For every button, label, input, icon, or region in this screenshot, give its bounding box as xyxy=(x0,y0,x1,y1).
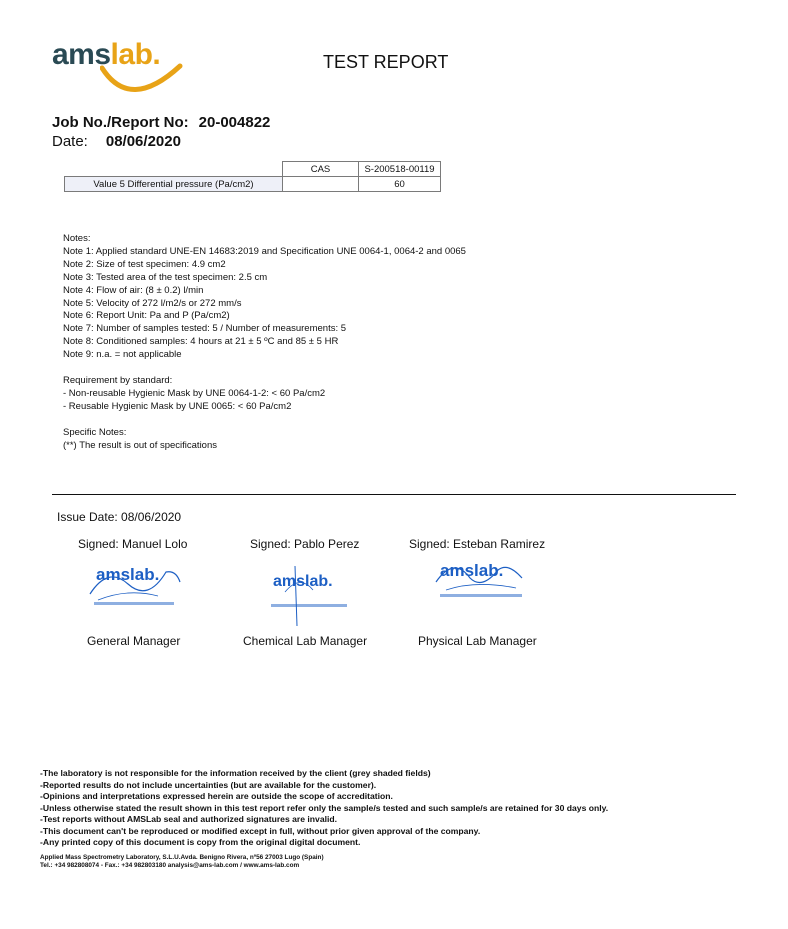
date-label: Date: xyxy=(52,133,88,150)
note-item: Note 6: Report Unit: Pa and P (Pa/cm2) xyxy=(63,310,230,322)
table-row xyxy=(65,177,441,192)
signed-manuel-lolo: Signed: Manuel Lolo xyxy=(78,537,188,551)
issue-date-label: Issue Date: xyxy=(57,510,118,524)
report-title: TEST REPORT xyxy=(323,52,449,72)
note-item: Note 3: Tested area of the test specimen: 2.5 cm xyxy=(63,271,268,283)
signature-stamp-icon xyxy=(88,560,184,614)
notes-section xyxy=(63,233,466,453)
requirement-item: - Non-reusable Hygienic Mask by UNE 0064-1-2: < 60 Pa/cm2 xyxy=(63,387,326,399)
disclaimer-item: -Opinions and interpretations expressed herein are outside the scope of accreditation. xyxy=(40,791,393,801)
footer-address: Applied Mass Spectrometry Laboratory, S.L.U.Avda. Benigno Rivera, nº56 27003 Lugo (Spain) xyxy=(40,854,324,861)
disclaimer-item: -This document can't be reproduced or modified except in full, without prior given approval of the company. xyxy=(40,825,481,836)
job-label: Job No./Report No: xyxy=(52,114,189,131)
signed-esteban-ramirez: Signed: Esteban Ramirez xyxy=(409,537,546,551)
note-item: Note 7: Number of samples tested: 5 / Number of measurements: 5 xyxy=(63,323,347,335)
svg-text:amslab.: amslab. xyxy=(96,565,160,584)
disclaimer-item: -Reported results do not include uncertainties (but are available for the customer). xyxy=(40,779,377,790)
notes-heading: Notes: xyxy=(63,233,91,244)
note-item: Note 2: Size of test specimen: 4.9 cm2 xyxy=(63,258,226,270)
signed-pablo-perez: Signed: Pablo Perez xyxy=(250,537,360,551)
signature-stamp-icon xyxy=(432,560,532,614)
requirement-heading: Requirement by standard: xyxy=(63,375,173,387)
requirement-item: - Reusable Hygienic Mask by UNE 0065: < 60 Pa/cm2 xyxy=(63,400,292,412)
table-header-method: CAS xyxy=(283,162,359,177)
table-header-row xyxy=(65,162,441,177)
role-chemical-lab-manager: Chemical Lab Manager xyxy=(243,634,368,648)
signature-stamp-icon xyxy=(265,560,355,628)
note-item: Note 9: n.a. = not applicable xyxy=(63,349,182,361)
section-divider xyxy=(52,494,736,495)
table-cell-value: 60 xyxy=(359,177,441,192)
table-header-blank xyxy=(65,162,283,177)
issue-date xyxy=(57,510,181,524)
table-cell-method xyxy=(283,177,359,192)
job-value: 20-004822 xyxy=(198,114,271,131)
report-date xyxy=(52,133,181,150)
note-item: Note 4: Flow of air: (8 ± 0.2) l/min xyxy=(63,284,204,296)
disclaimer-item: -Unless otherwise stated the result shown in this test report refer only the sample/s tested and such sample/s are retained for 30 days only. xyxy=(40,802,609,813)
disclaimer-item: -The laboratory is not responsible for the information received by the client (grey shaded fields) xyxy=(40,768,431,778)
table-header-sample: S-200518-00119 xyxy=(359,162,441,177)
date-value: 08/06/2020 xyxy=(105,133,181,150)
issue-date-value: 08/06/2020 xyxy=(121,510,182,524)
table-cell-parameter: Value 5 Differential pressure (Pa/cm2) xyxy=(65,177,283,192)
role-general-manager: General Manager xyxy=(87,634,181,648)
svg-text:amslab.: amslab. xyxy=(273,573,333,590)
results-table xyxy=(64,161,441,192)
disclaimer-item: -Test reports without AMSLab seal and authorized signatures are invalid. xyxy=(40,814,338,824)
logo-arc-icon xyxy=(100,60,185,102)
note-item: Note 1: Applied standard UNE-EN 14683:2019 and Specification UNE 0064-1, 0064-2 and 0065 xyxy=(63,245,466,257)
logo-text-main: ams xyxy=(52,38,111,71)
footer-contact: Tel.: +34 982808074 - Fax.: +34 982803180 analysis@ams-lab.com / www.ams-lab.com xyxy=(40,862,300,870)
job-number xyxy=(52,114,270,131)
specific-notes-heading: Specific Notes: xyxy=(63,426,127,438)
specific-note-item: (**) The result is out of specifications xyxy=(63,439,218,451)
svg-text:amslab.: amslab. xyxy=(440,561,504,580)
logo-text-accent: lab. xyxy=(110,38,161,71)
disclaimer-item: -Any printed copy of this document is copy from the original digital document. xyxy=(40,837,361,847)
note-item: Note 8: Conditioned samples: 4 hours at 21 ± 5 ºC and 85 ± 5 HR xyxy=(63,336,339,348)
footer xyxy=(40,854,324,870)
note-item: Note 5: Velocity of 272 l/m2/s or 272 mm/s xyxy=(63,297,242,309)
role-physical-lab-manager: Physical Lab Manager xyxy=(418,634,537,648)
disclaimer-section xyxy=(40,768,608,849)
